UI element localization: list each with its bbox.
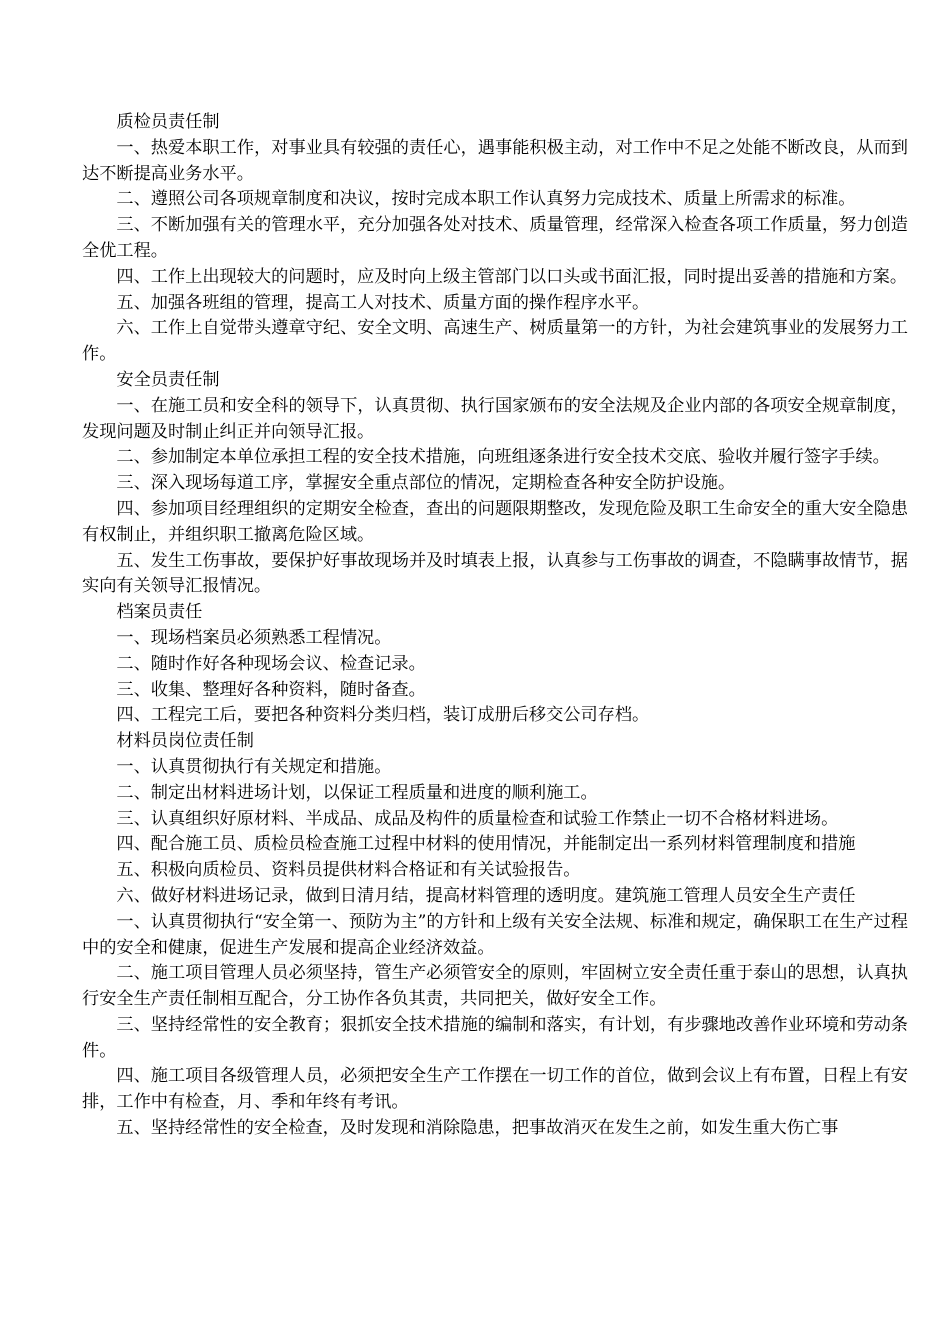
paragraph: 四、工作上出现较大的问题时，应及时向上级主管部门以口头或书面汇报，同时提出妥善的措施和方案。 [116,266,908,287]
paragraph: 二、遵照公司各项规章制度和决议，按时完成本职工作认真努力完成技术、质量上所需求的标准。 [116,189,856,210]
section-heading-materials-officer: 材料员岗位责任制 [116,731,254,752]
section-heading-archivist: 档案员责任 [116,602,203,623]
paragraph: 五、积极向质检员、资料员提供材料合格证和有关试验报告。 [116,860,581,881]
paragraph: 六、做好材料进场记录，做到日清月结，提高材料管理的透明度。建筑施工管理人员安全生产责任 [116,885,856,906]
paragraph: 五、加强各班组的管理，提高工人对技术、质量方面的操作程序水平。 [116,292,650,313]
paragraph: 三、不断加强有关的管理水平，充分加强各处对技术、质量管理，经常深入检查各项工作质量，努力创造全优工程。 [82,215,908,261]
paragraph: 三、深入现场每道工序，掌握安全重点部位的情况，定期检查各种安全防护设施。 [116,473,736,494]
paragraph: 四、参加项目经理组织的定期安全检查，查出的问题限期整改，发现危险及职工生命安全的重大安全隐患有权制止，并组织职工撤离危险区域。 [82,498,908,545]
paragraph: 六、工作上自觉带头遵章守纪、安全文明、高速生产、树质量第一的方针，为社会建筑事业的发展努力工作。 [82,318,908,365]
document-page [82,110,908,1142]
paragraph: 二、制定出材料进场计划，以保证工程质量和进度的顺利施工。 [116,782,598,803]
paragraph: 一、在施工员和安全科的领导下，认真贯彻、执行国家颁布的安全法规及企业内部的各项安全规章制度，发现问题及时制止纠正并向领导汇报。 [82,395,908,442]
paragraph: 二、施工项目管理人员必须坚持，管生产必须管安全的原则，牢固树立安全责任重于泰山的思想，认真执行安全生产责任制相互配合，分工协作各负其责，共同把关，做好安全工作。 [82,963,908,1010]
paragraph: 四、配合施工员、质检员检查施工过程中材料的使用情况，并能制定出一系列材料管理制度和措施 [116,834,856,855]
section-heading-quality-inspector: 质检员责任制 [116,112,220,132]
paragraph: 一、认真贯彻执行“安全第一、预防为主”的方针和上级有关安全法规、标准和规定，确保职工在生产过程中的安全和健康，促进生产发展和提高企业经济效益。 [82,911,908,958]
paragraph: 三、坚持经常性的安全教育；狠抓安全技术措施的编制和落实，有计划，有步骤地改善作业环境和劳动条件。 [82,1014,908,1061]
paragraph: 三、认真组织好原材料、半成品、成品及构件的质量检查和试验工作禁止一切不合格材料进场。 [116,808,839,829]
paragraph: 五、坚持经常性的安全检查，及时发现和消除隐患，把事故消灭在发生之前，如发生重大伤亡事 [116,1118,839,1139]
paragraph: 五、发生工伤事故，要保护好事故现场并及时填表上报，认真参与工伤事故的调查，不隐瞒事故情节，据实向有关领导汇报情况。 [82,550,908,597]
paragraph: 二、参加制定本单位承担工程的安全技术措施，向班组逐条进行安全技术交底、验收并履行签字手续。 [116,447,890,468]
section-heading-safety-officer: 安全员责任制 [116,369,220,390]
paragraph: 二、随时作好各种现场会议、检查记录。 [116,653,426,674]
paragraph: 三、收集、整理好各种资料，随时备查。 [116,679,426,700]
paragraph: 四、施工项目各级管理人员，必须把安全生产工作摆在一切工作的首位，做到会议上有布置，日程上有安排，工作中有检查，月、季和年终有考讯。 [82,1066,908,1113]
paragraph: 四、工程完工后，要把各种资料分类归档，装订成册后移交公司存档。 [116,705,650,726]
paragraph: 一、现场档案员必须熟悉工程情况。 [116,627,392,648]
paragraph: 一、认真贯彻执行有关规定和措施。 [116,756,392,777]
paragraph: 一、热爱本职工作，对事业具有较强的责任心，遇事能积极主动，对工作中不足之处能不断改良，从而到达不断提高业务水平。 [82,137,908,184]
